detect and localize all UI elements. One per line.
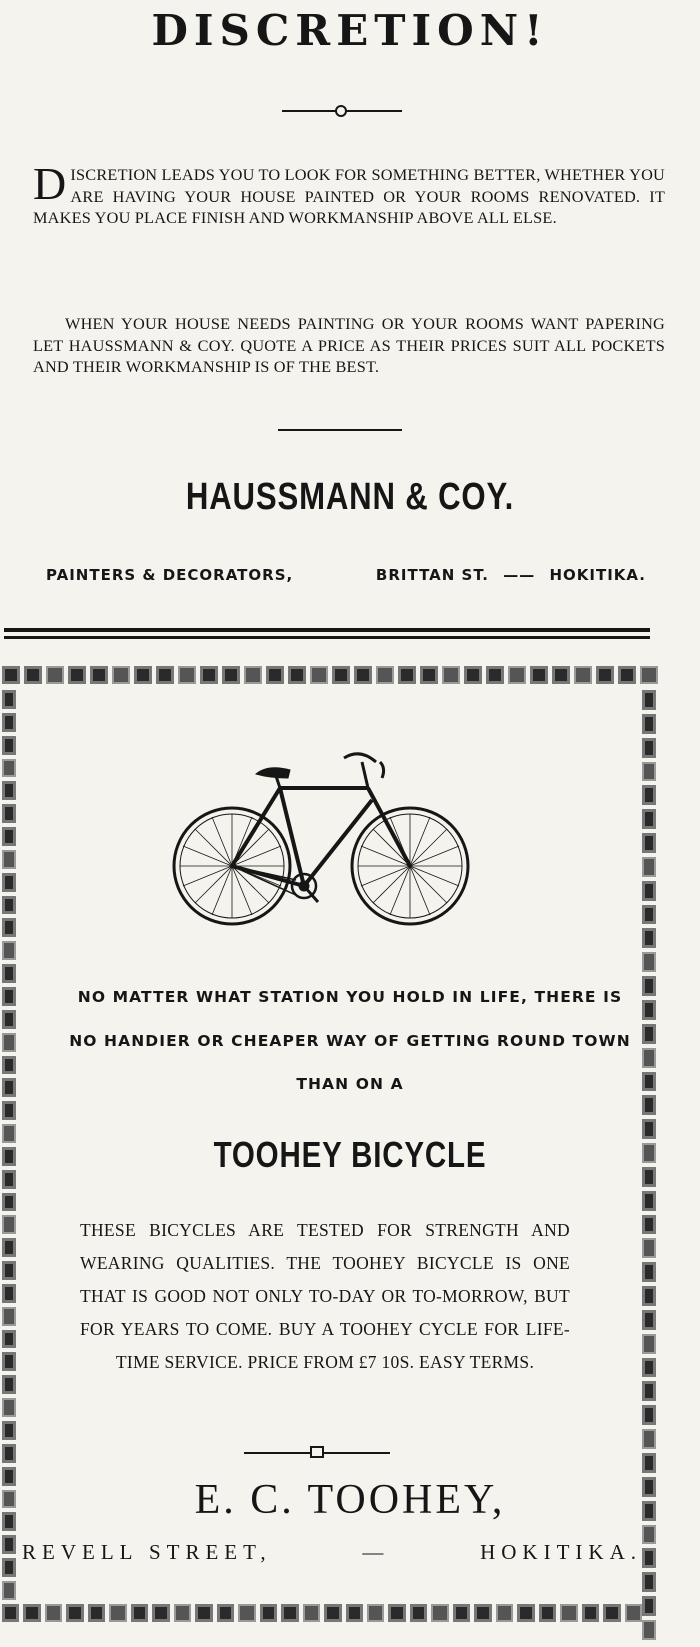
ad2-merchant: E. C. TOOHEY, (194, 1477, 506, 1523)
bicycle-illustration (172, 748, 472, 933)
ad1-firm-address (46, 566, 646, 584)
ad2-border-top (2, 666, 662, 684)
ad1-firm-name: HAUSSMANN & COY. (185, 476, 515, 518)
ad2-border-bottom (2, 1604, 642, 1622)
ad1-street: BRITTAN ST. (375, 566, 489, 584)
ad1-town: HOKITIKA. (549, 566, 646, 584)
ad2-town: HOKITIKA. (480, 1540, 642, 1564)
section-rule-top (4, 628, 650, 632)
ad1-trade: PAINTERS & DECORATORS, (46, 566, 294, 584)
ad2-ornament (244, 1446, 390, 1460)
ad2-dash: — (362, 1540, 390, 1564)
ad2-address (22, 1540, 642, 1565)
ad2-tagline-2: NO HANDIER OR CHEAPER WAY OF GETTING ROUND TOWN (69, 1032, 631, 1050)
ad2-product-name: TOOHEY BICYCLE (213, 1134, 487, 1175)
ad1-paragraph-1 (33, 158, 665, 229)
ad1-paragraph-2: WHEN YOUR HOUSE NEEDS PAINTING OR YOUR ROOMS WANT PAPERING LET HAUSSMANN & COY. QUOTE A PRICE AS THEIR PRICES SUIT ALL POCKETS AND THEIR WORKMANSHIP IS OF THE BEST. (33, 314, 665, 376)
ad2-street: REVELL STREET, (22, 1540, 272, 1564)
ad2-tagline-3: THAN ON A (296, 1075, 404, 1093)
ad1-location (376, 566, 646, 584)
ad1-ornament (282, 104, 402, 118)
ad1-headline: DISCRETION! (151, 6, 549, 55)
section-rule-bottom (4, 636, 650, 639)
ad2-body: THESE BICYCLES ARE TESTED FOR STRENGTH AND WEARING QUALITIES. THE TOOHEY BICYCLE IS ONE THAT IS GOOD NOT ONLY TO-DAY OR TO-MORROW, BUT FOR YEARS TO COME. BUY A TOOHEY CYCLE FOR LIFE-TIME SERVICE. PRICE FROM £7 10S. EASY TERMS. (80, 1220, 570, 1372)
ad2-tagline-1: NO MATTER WHAT STATION YOU HOLD IN LIFE, THERE IS (77, 988, 623, 1006)
ad1-paragraph-1-text: ISCRETION LEADS YOU TO LOOK FOR SOMETHING BETTER, WHETHER YOU ARE HAVING YOUR HOUSE PAINTED OR YOUR ROOMS RENOVATED. IT MAKES YOU PLACE FINISH AND WORKMANSHIP ABOVE ALL ELSE. (33, 165, 665, 227)
ad2-border-left (2, 690, 16, 1600)
ad1-dash: —— (503, 566, 536, 584)
dropcap: D (33, 158, 67, 209)
ad1-divider (278, 429, 402, 431)
